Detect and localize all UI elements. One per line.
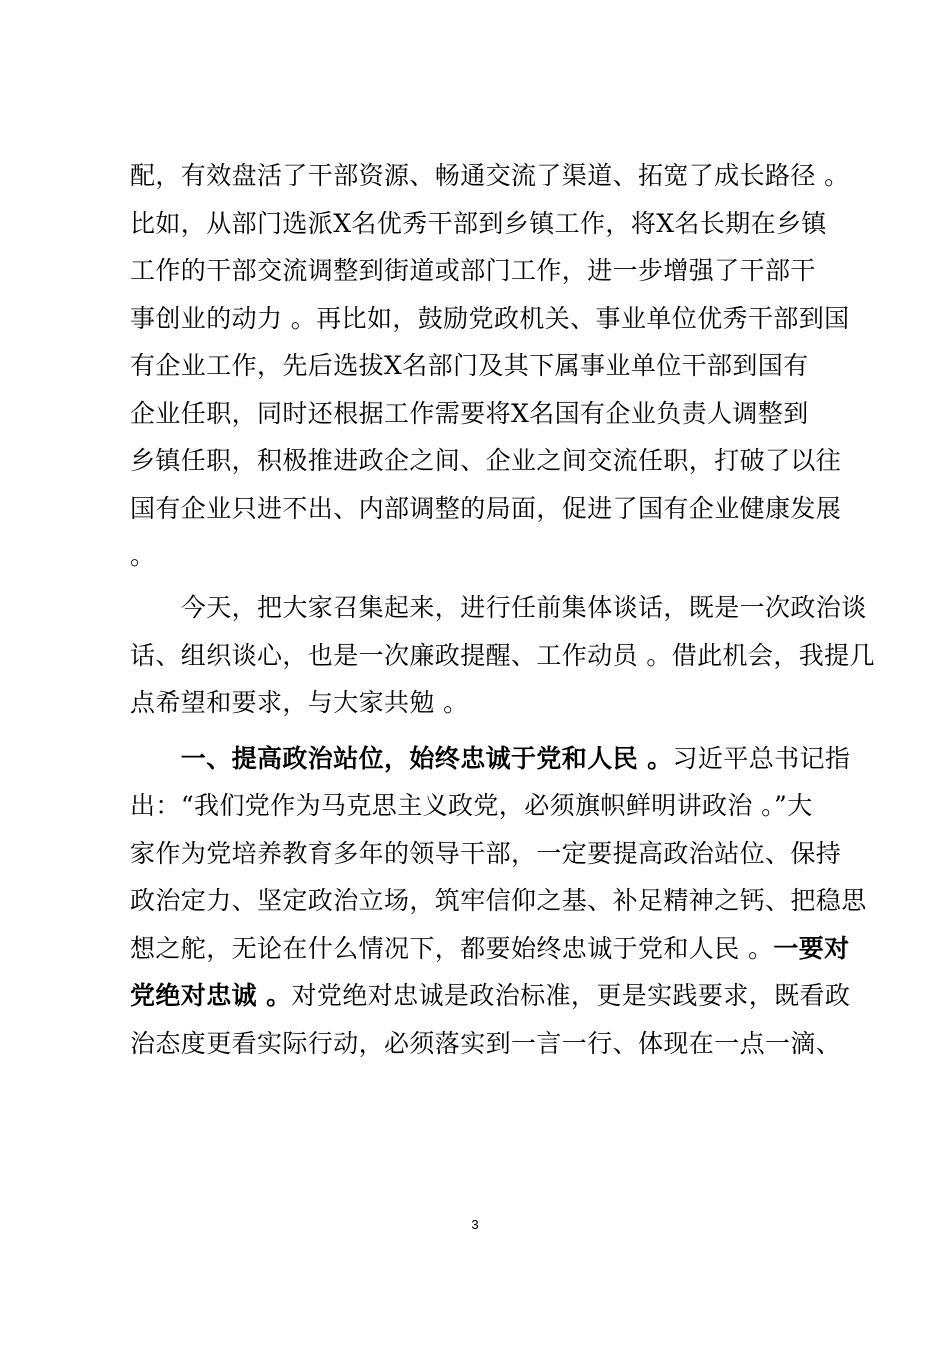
- paragraph-line-1: 配，有效盘活了干部资源、畅通交流了渠道、拓宽了成长路径 。: [130, 161, 850, 190]
- paragraph-2-line-1: 今天，把大家召集起来，进行任前集体谈话，既是一次政治谈: [130, 593, 867, 622]
- subheading-end: 党绝对忠诚 。: [130, 981, 292, 1010]
- paragraph-2-line-2: 话、组织谈心，也是一次廉政提醒、工作动员 。借此机会，我提几: [130, 640, 875, 670]
- subheading-start: 一要对: [773, 933, 850, 963]
- line-prefix: 出：: [130, 791, 181, 820]
- paragraph-2-line-3: 点希望和要求，与大家共勉 。: [130, 688, 469, 717]
- paragraph-3-line-7: 治态度更看实际行动，必须落实到一言一行、体现在一点一滴、: [130, 1028, 842, 1058]
- paragraph-gap: [130, 727, 835, 735]
- paragraph-line-5: 有企业工作，先后选拔X名部门及其下属事业单位干部到国有: [130, 351, 809, 380]
- paragraph-line-7: 乡镇任职，积极推进政企之间、企业之间交流任职，打破了以往: [130, 446, 842, 475]
- paragraph-gap: [130, 576, 835, 584]
- paragraph-line-3: 工作的干部交流调整到街道或部门工作，进一步增强了干部干: [130, 256, 816, 285]
- paragraph-3-line-2: [130, 782, 835, 830]
- section-heading-line: [130, 735, 851, 783]
- paragraph-3-line-5: [130, 925, 850, 973]
- quote-text: “我们党作为马克思主义政党，必须旗帜鲜明讲政治 。”大: [180, 791, 813, 820]
- heading-tail-text: 习近平总书记指: [672, 743, 851, 773]
- paragraph-line-9: 。: [130, 541, 156, 570]
- body-text: [130, 152, 875, 1067]
- paragraph-3-line-6: [130, 972, 851, 1020]
- paragraph-line-2: 比如，从部门选派X名优秀干部到乡镇工作，将X名长期在乡镇: [130, 208, 827, 238]
- paragraph-line-6: 企业任职，同时还根据工作需要将X名国有企业负责人调整到: [130, 398, 809, 428]
- paragraph-3-line-4: 政治定力、坚定政治立场，筑牢信仰之基、补足精神之钙、把稳思: [130, 886, 867, 915]
- line-text: 想之舵，无论在什么情况下，都要始终忠诚于党和人民 。: [130, 933, 774, 963]
- paragraph-line-4: 事创业的动力 。再比如，鼓励党政机关、事业单位优秀干部到国: [130, 303, 850, 333]
- line-text: 对党绝对忠诚是政治标准，更是实践要求，既看政: [291, 981, 851, 1010]
- section-heading: 一、提高政治站位，始终忠诚于党和人民 。: [130, 743, 673, 773]
- page-number: 3: [471, 1217, 479, 1232]
- paragraph-3-line-3: 家作为党培养教育多年的领导干部，一定要提高政治站位、保持: [130, 838, 842, 868]
- paragraph-line-8: 国有企业只进不出、内部调整的局面，促进了国有企业健康发展: [130, 493, 842, 523]
